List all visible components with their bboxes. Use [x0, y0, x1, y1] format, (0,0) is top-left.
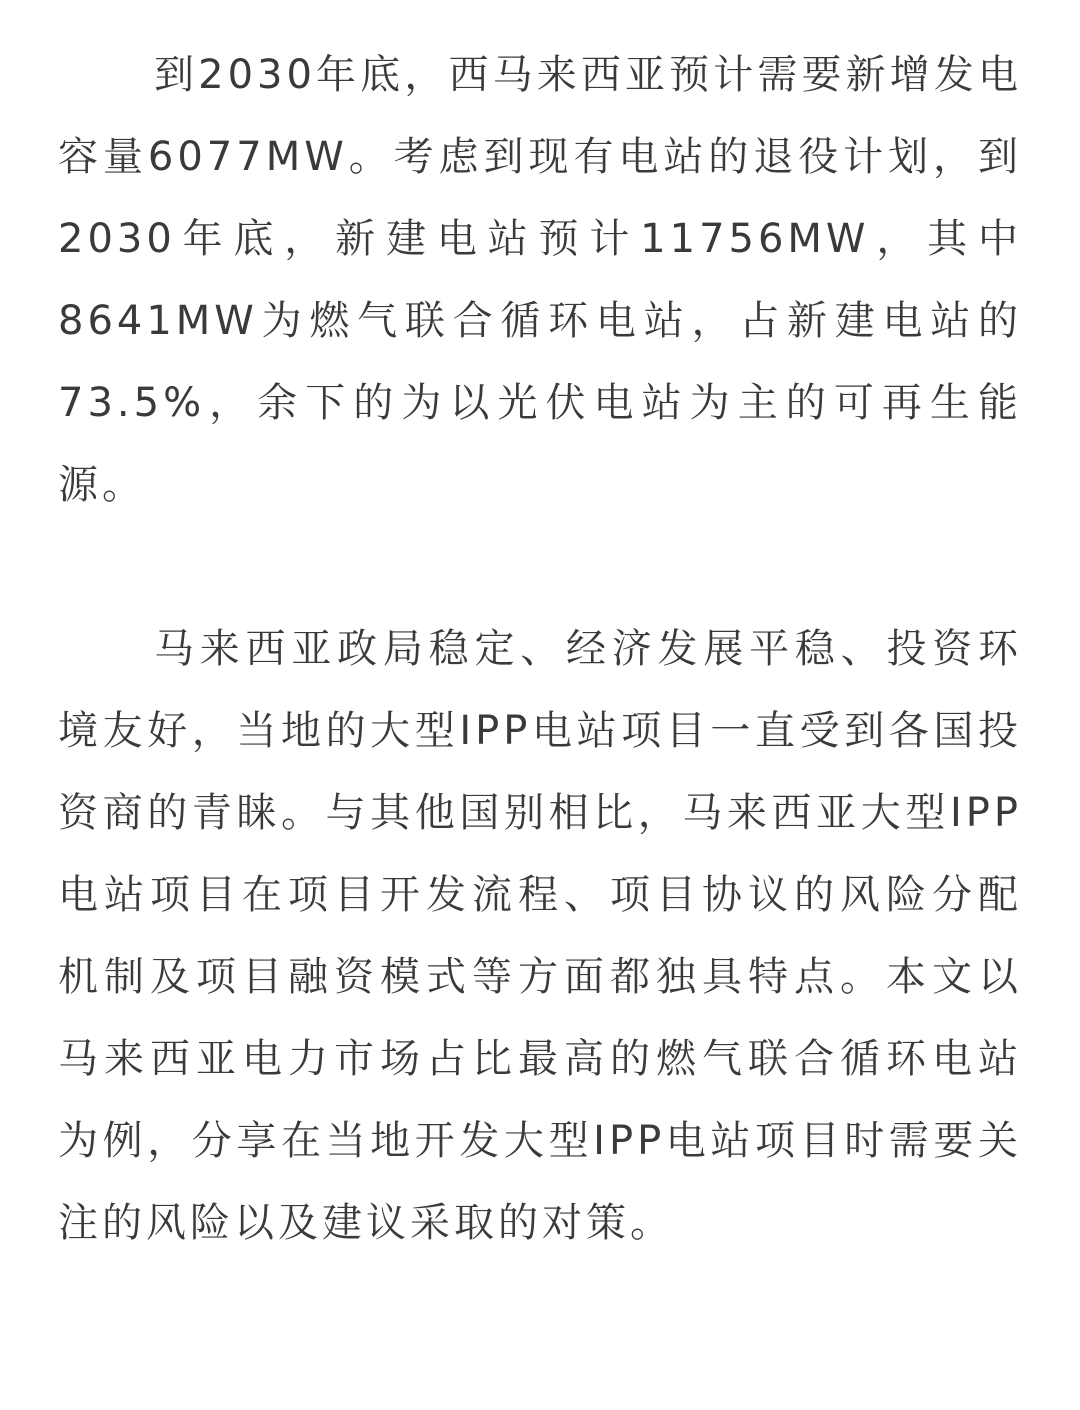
article-body — [58, 34, 1022, 1264]
paragraph-capacity-forecast: 到2030年底，西马来西亚预计需要新增发电容量6077MW。考虑到现有电站的退役计划，到2030年底，新建电站预计11756MW，其中8641MW为燃气联合循环电站，占新建电站的73.5%，余下的为以光伏电站为主的可再生能源。 — [58, 52, 1022, 508]
paragraph-investment-environment: 马来西亚政局稳定、经济发展平稳、投资环境友好，当地的大型IPP电站项目一直受到各国投资商的青睐。与其他国别相比，马来西亚大型IPP电站项目在项目开发流程、项目协议的风险分配机制及项目融资模式等方面都独具特点。本文以马来西亚电力市场占比最高的燃气联合循环电站为例，分享在当地开发大型IPP电站项目时需要关注的风险以及建议采取的对策。 — [58, 626, 1022, 1246]
